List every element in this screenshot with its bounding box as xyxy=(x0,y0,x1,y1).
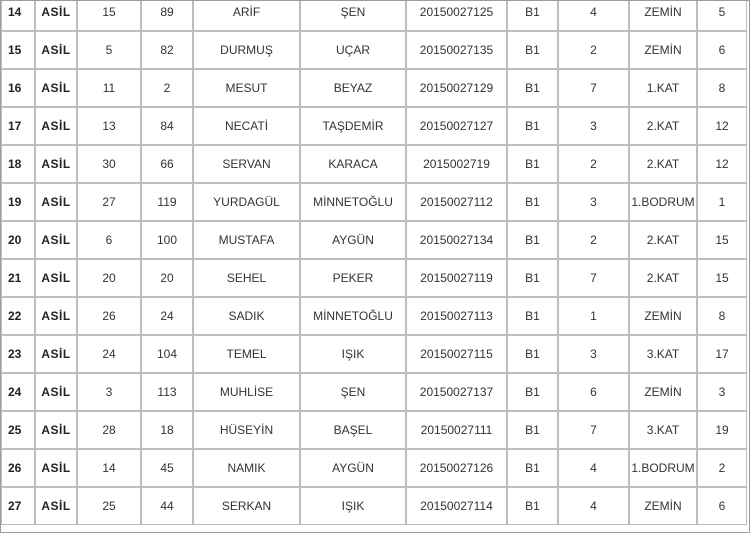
floor-cell: 2.KAT xyxy=(629,145,697,183)
cell-col11-cell: 15 xyxy=(697,221,747,259)
last-name-cell: IŞIK xyxy=(300,335,406,373)
first-name-cell: DURMUŞ xyxy=(193,31,300,69)
status-cell: ASİL xyxy=(35,411,77,449)
table-row xyxy=(1,259,747,297)
cell-col11-cell: 1 xyxy=(697,183,747,221)
first-name-cell: ARİF xyxy=(193,0,300,31)
cell-col4-cell: 113 xyxy=(141,373,193,411)
group-cell: B1 xyxy=(507,259,558,297)
status-cell: ASİL xyxy=(35,373,77,411)
table-row xyxy=(1,107,747,145)
table-row xyxy=(1,297,747,335)
id-number-cell: 20150027137 xyxy=(406,373,507,411)
table-row xyxy=(1,449,747,487)
row-number-cell: 27 xyxy=(1,487,35,525)
row-number-cell: 22 xyxy=(1,297,35,335)
table-row xyxy=(1,145,747,183)
last-name-cell: IŞIK xyxy=(300,487,406,525)
status-cell: ASİL xyxy=(35,335,77,373)
floor-cell: 1.BODRUM xyxy=(629,449,697,487)
table-row xyxy=(1,335,747,373)
id-number-cell: 20150027126 xyxy=(406,449,507,487)
cell-col11-cell: 3 xyxy=(697,373,747,411)
floor-cell: 2.KAT xyxy=(629,259,697,297)
floor-cell: 2.KAT xyxy=(629,107,697,145)
cell-col3-cell: 20 xyxy=(77,259,141,297)
row-number-cell: 20 xyxy=(1,221,35,259)
cell-col4-cell: 18 xyxy=(141,411,193,449)
last-name-cell: BAŞEL xyxy=(300,411,406,449)
cell-col9-cell: 3 xyxy=(558,107,629,145)
id-number-cell: 20150027135 xyxy=(406,31,507,69)
cell-col4-cell: 2 xyxy=(141,69,193,107)
row-number-cell: 17 xyxy=(1,107,35,145)
floor-cell: ZEMİN xyxy=(629,31,697,69)
table-row xyxy=(1,69,747,107)
cell-col3-cell: 26 xyxy=(77,297,141,335)
row-number-cell: 26 xyxy=(1,449,35,487)
cell-col4-cell: 100 xyxy=(141,221,193,259)
first-name-cell: MUHLİSE xyxy=(193,373,300,411)
cell-col11-cell: 6 xyxy=(697,31,747,69)
group-cell: B1 xyxy=(507,69,558,107)
group-cell: B1 xyxy=(507,449,558,487)
status-cell: ASİL xyxy=(35,221,77,259)
group-cell: B1 xyxy=(507,107,558,145)
last-name-cell: PEKER xyxy=(300,259,406,297)
cell-col11-cell: 5 xyxy=(697,0,747,31)
cell-col9-cell: 1 xyxy=(558,297,629,335)
cell-col3-cell: 3 xyxy=(77,373,141,411)
cell-col3-cell: 28 xyxy=(77,411,141,449)
cell-col9-cell: 2 xyxy=(558,145,629,183)
group-cell: B1 xyxy=(507,145,558,183)
group-cell: B1 xyxy=(507,487,558,525)
row-number-cell: 19 xyxy=(1,183,35,221)
status-cell: ASİL xyxy=(35,69,77,107)
cell-col11-cell: 17 xyxy=(697,335,747,373)
first-name-cell: SADIK xyxy=(193,297,300,335)
cell-col4-cell: 20 xyxy=(141,259,193,297)
status-cell: ASİL xyxy=(35,449,77,487)
cell-col4-cell: 89 xyxy=(141,0,193,31)
floor-cell: ZEMİN xyxy=(629,373,697,411)
last-name-cell: ŞEN xyxy=(300,373,406,411)
group-cell: B1 xyxy=(507,335,558,373)
last-name-cell: BEYAZ xyxy=(300,69,406,107)
cell-col9-cell: 4 xyxy=(558,449,629,487)
id-number-cell: 20150027129 xyxy=(406,69,507,107)
group-cell: B1 xyxy=(507,183,558,221)
row-number-cell: 14 xyxy=(1,0,35,31)
first-name-cell: SERVAN xyxy=(193,145,300,183)
last-name-cell: MİNNETOĞLU xyxy=(300,183,406,221)
table-row xyxy=(1,0,747,31)
row-number-cell: 24 xyxy=(1,373,35,411)
status-cell: ASİL xyxy=(35,0,77,31)
cell-col11-cell: 2 xyxy=(697,449,747,487)
first-name-cell: TEMEL xyxy=(193,335,300,373)
cell-col3-cell: 14 xyxy=(77,449,141,487)
last-name-cell: ŞEN xyxy=(300,0,406,31)
cell-col11-cell: 12 xyxy=(697,107,747,145)
floor-cell: ZEMİN xyxy=(629,0,697,31)
cell-col9-cell: 6 xyxy=(558,373,629,411)
id-number-cell: 20150027115 xyxy=(406,335,507,373)
status-cell: ASİL xyxy=(35,487,77,525)
cell-col11-cell: 8 xyxy=(697,69,747,107)
floor-cell: 1.BODRUM xyxy=(629,183,697,221)
first-name-cell: SEHEL xyxy=(193,259,300,297)
last-name-cell: MİNNETOĞLU xyxy=(300,297,406,335)
cell-col11-cell: 8 xyxy=(697,297,747,335)
status-cell: ASİL xyxy=(35,259,77,297)
group-cell: B1 xyxy=(507,0,558,31)
cell-col9-cell: 2 xyxy=(558,31,629,69)
id-number-cell: 20150027119 xyxy=(406,259,507,297)
group-cell: B1 xyxy=(507,31,558,69)
cell-col3-cell: 13 xyxy=(77,107,141,145)
table-row xyxy=(1,411,747,449)
cell-col9-cell: 2 xyxy=(558,221,629,259)
floor-cell: 1.KAT xyxy=(629,69,697,107)
cell-col4-cell: 66 xyxy=(141,145,193,183)
status-cell: ASİL xyxy=(35,107,77,145)
cell-col4-cell: 24 xyxy=(141,297,193,335)
table-row xyxy=(1,31,747,69)
row-number-cell: 18 xyxy=(1,145,35,183)
floor-cell: 3.KAT xyxy=(629,411,697,449)
cell-col9-cell: 3 xyxy=(558,335,629,373)
first-name-cell: YURDAGÜL xyxy=(193,183,300,221)
cell-col3-cell: 11 xyxy=(77,69,141,107)
cell-col4-cell: 104 xyxy=(141,335,193,373)
row-number-cell: 15 xyxy=(1,31,35,69)
id-number-cell: 20150027113 xyxy=(406,297,507,335)
id-number-cell: 20150027125 xyxy=(406,0,507,31)
floor-cell: ZEMİN xyxy=(629,487,697,525)
first-name-cell: SERKAN xyxy=(193,487,300,525)
id-number-cell: 20150027127 xyxy=(406,107,507,145)
cell-col3-cell: 30 xyxy=(77,145,141,183)
status-cell: ASİL xyxy=(35,297,77,335)
cell-col3-cell: 27 xyxy=(77,183,141,221)
cell-col3-cell: 24 xyxy=(77,335,141,373)
cell-col9-cell: 3 xyxy=(558,183,629,221)
table-row xyxy=(1,487,747,525)
last-name-cell: AYGÜN xyxy=(300,221,406,259)
cell-col9-cell: 4 xyxy=(558,0,629,31)
floor-cell: 2.KAT xyxy=(629,221,697,259)
last-name-cell: AYGÜN xyxy=(300,449,406,487)
table-row xyxy=(1,373,747,411)
table-row xyxy=(1,183,747,221)
row-number-cell: 25 xyxy=(1,411,35,449)
table-row xyxy=(1,221,747,259)
first-name-cell: NECATİ xyxy=(193,107,300,145)
id-number-cell: 20150027114 xyxy=(406,487,507,525)
cell-col3-cell: 6 xyxy=(77,221,141,259)
cell-col9-cell: 7 xyxy=(558,259,629,297)
last-name-cell: TAŞDEMİR xyxy=(300,107,406,145)
cell-col4-cell: 44 xyxy=(141,487,193,525)
last-name-cell: KARACA xyxy=(300,145,406,183)
cell-col9-cell: 7 xyxy=(558,69,629,107)
id-number-cell: 20150027134 xyxy=(406,221,507,259)
cell-col3-cell: 5 xyxy=(77,31,141,69)
row-number-cell: 23 xyxy=(1,335,35,373)
cell-col11-cell: 15 xyxy=(697,259,747,297)
last-name-cell: UÇAR xyxy=(300,31,406,69)
cell-col4-cell: 82 xyxy=(141,31,193,69)
status-cell: ASİL xyxy=(35,31,77,69)
group-cell: B1 xyxy=(507,373,558,411)
group-cell: B1 xyxy=(507,297,558,335)
id-number-cell: 2015002719 xyxy=(406,145,507,183)
group-cell: B1 xyxy=(507,411,558,449)
first-name-cell: NAMIK xyxy=(193,449,300,487)
cell-col4-cell: 84 xyxy=(141,107,193,145)
cell-col3-cell: 15 xyxy=(77,0,141,31)
status-cell: ASİL xyxy=(35,145,77,183)
first-name-cell: MESUT xyxy=(193,69,300,107)
cell-col3-cell: 25 xyxy=(77,487,141,525)
status-cell: ASİL xyxy=(35,183,77,221)
group-cell: B1 xyxy=(507,221,558,259)
row-number-cell: 16 xyxy=(1,69,35,107)
cell-col9-cell: 4 xyxy=(558,487,629,525)
first-name-cell: MUSTAFA xyxy=(193,221,300,259)
cell-col4-cell: 119 xyxy=(141,183,193,221)
first-name-cell: HÜSEYİN xyxy=(193,411,300,449)
cell-col11-cell: 19 xyxy=(697,411,747,449)
cell-col11-cell: 12 xyxy=(697,145,747,183)
results-table xyxy=(1,0,747,525)
floor-cell: ZEMİN xyxy=(629,297,697,335)
id-number-cell: 20150027111 xyxy=(406,411,507,449)
table-body xyxy=(1,0,747,525)
row-number-cell: 21 xyxy=(1,259,35,297)
cell-col11-cell: 6 xyxy=(697,487,747,525)
id-number-cell: 20150027112 xyxy=(406,183,507,221)
cell-col4-cell: 45 xyxy=(141,449,193,487)
cell-col9-cell: 7 xyxy=(558,411,629,449)
floor-cell: 3.KAT xyxy=(629,335,697,373)
